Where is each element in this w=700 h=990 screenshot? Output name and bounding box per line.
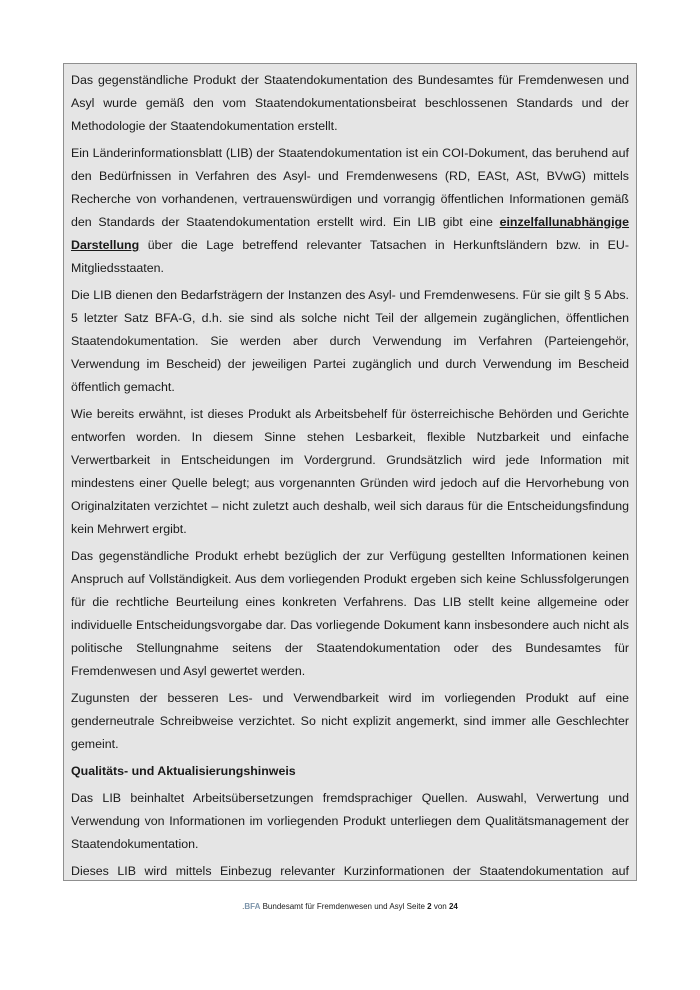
footer-org-label: Bundesamt für Fremdenwesen und Asyl Seite (262, 902, 425, 911)
emphasis-einzelfallunabhaengige-darstellung: einzelfallunabhängige Darstellung (71, 215, 629, 252)
document-text-block (63, 63, 637, 881)
section-heading-qualitaetshinweis: Qualitäts- und Aktualisierungshinweis (71, 764, 296, 778)
paragraph-lib-definition-tail: über die Lage betreffend relevanter Tatsachen in Herkunftsländern bzw. in EU-Mitgliedsstaaten. (71, 238, 629, 275)
bfa-logo: BFA (244, 902, 261, 911)
paragraph-genderneutral: Zugunsten der besseren Les- und Verwendbarkeit wird im vorliegenden Produkt auf eine genderneutrale Schreibweise verzichtet. So nicht explizit angemerkt, sind immer alle Geschlechter gemeint. (71, 691, 629, 751)
paragraph-vollstaendigkeit: Das gegenständliche Produkt erhebt bezüglich der zur Verfügung gestellten Informationen keinen Anspruch auf Vollständigkeit. Aus dem vorliegenden Produkt ergeben sich keine Schlussfolgerungen für die rechtliche Beurteilung eines konkreten Verfahrens. Das LIB stellt keine allgemeine oder individuelle Entscheidungsvorgabe dar. Das vorliegende Dokument kann insbesondere auch nicht als politische Stellungnahme seitens der Staatendokumentation oder des Bundesamtes für Fremdenwesen und Asyl gewertet werden. (71, 549, 629, 678)
paragraph-lib-definition (71, 142, 629, 280)
footer-of-label: von (433, 902, 447, 911)
footer-page-number: 2 (427, 902, 432, 911)
paragraph-lib-definition-text: Ein Länderinformationsblatt (LIB) der Staatendokumentation ist ein COI-Dokument, das beruhend auf den Bedürfnissen in Verfahren des Asyl- und Fremdenwesens (RD, EASt, ASt, BVwG) mittels Recherche von vorhandenen, vertrauenswürdigen und vorrangig öffentlichen Informationen gemäß den Standards der Staatendokumentation erstellt wird. Ein LIB gibt eine (71, 146, 629, 229)
paragraph-product-standards: Das gegenständliche Produkt der Staatendokumentation des Bundesamtes für Fremdenwesen und Asyl wurde gemäß den vom Staatendokumentationsbeirat beschlossenen Standards und der Methodologie der Staatendokumentation erstellt. (71, 73, 629, 133)
paragraph-arbeitsuebersetzungen: Das LIB beinhaltet Arbeitsübersetzungen fremdsprachiger Quellen. Auswahl, Verwertung und Verwendung von Informationen im vorliegenden Produkt unterliegen dem Qualitätsmanagement der Staatendokumentation. (71, 791, 629, 851)
page-footer (0, 901, 700, 913)
paragraph-kurzinformationen-clipped: Dieses LIB wird mittels Einbezug relevanter Kurzinformationen der Staatendokumentation auf (71, 864, 629, 878)
paragraph-arbeitsbehelf: Wie bereits erwähnt, ist dieses Produkt als Arbeitsbehelf für österreichische Behörden und Gerichte entworfen worden. In diesem Sinne stehen Lesbarkeit, flexible Nutzbarkeit und einfache Verwertbarkeit in Entscheidungen im Vordergrund. Grundsätzlich wird jede Information mit mindestens einer Quelle belegt; aus vorgenannten Gründen wird jedoch auf die Hervorhebung von Originalzitaten verzichtet – nicht zuletzt auch deshalb, weil sich daraus für die Entscheidungsfindung kein Mehrwert ergibt. (71, 407, 629, 536)
paragraph-bedarfstraeger: Die LIB dienen den Bedarfsträgern der Instanzen des Asyl- und Fremdenwesens. Für sie gilt § 5 Abs. 5 letzter Satz BFA-G, d.h. sie sind als solche nicht Teil der allgemein zugänglichen, öffentlichen Staatendokumentation. Sie werden aber durch Verwendung im Verfahren (Parteiengehör, Verwendung im Bescheid) der jeweiligen Partei zugänglich und durch Verwendung im Bescheid öffentlich gemacht. (71, 288, 629, 394)
bfa-logo-dot: . (242, 902, 245, 911)
footer-total-pages: 24 (448, 902, 458, 911)
